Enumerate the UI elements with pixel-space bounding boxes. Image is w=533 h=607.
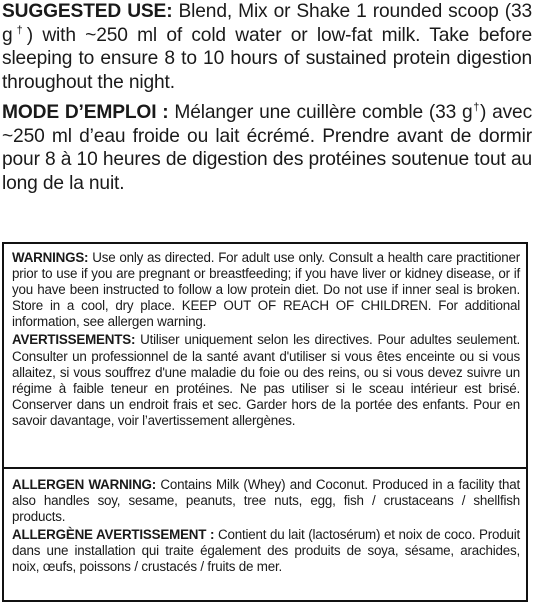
suggested-use-section	[2, 0, 532, 195]
allergene-avertissement-heading: ALLERGÈNE AVERTISSEMENT :	[12, 527, 215, 543]
warnings-en	[12, 250, 520, 330]
avertissements-fr	[12, 332, 520, 429]
mode-emploi-text-2: ) avec ~250 ml d’eau froide ou lait écrémé. Prendre avant de dormir pour 8 à 10 heures de digestion des protéines soutenue tout au long de la nuit.	[2, 102, 533, 194]
allergen-warning-text: Contains Milk (Whey) and Coconut. Produced in a facility that also handles soy, sesame, peanuts, tree nuts, egg, fish / crustaceans / shellfish products.	[12, 477, 520, 525]
avertissements-text: Utiliser uniquement selon les directives. Pour adultes seulement. Consulter un professionnel de la santé avant d'utiliser si vous êtes enceinte ou si vous allaitez, si vous souffrez d'une maladie du foie ou des reins, ou si vous devez suivre un régime à faible teneur en protéines. Ne pas utiliser si le sceau intérieur est brisé. Conserver dans un endroit frais et sec. Garder hors de la portée des enfants. Pour en savoir davantage, voir l’avertissement allergènes.	[12, 332, 520, 428]
allergen-warning-en	[12, 477, 520, 525]
suggested-use-text-2: ) with ~250 ml of cold water or low-fat milk. Take before sleeping to ensure 8 to 10 hours of sustained protein digestion throughout the night.	[2, 24, 533, 93]
allergen-warning-heading: ALLERGEN WARNING:	[12, 477, 157, 492]
mode-emploi-text-1: Mélanger une cuillère comble (33 g	[168, 102, 473, 123]
warnings-text: Use only as directed. For adult use only. Consult a health care practitioner prior to use if you are pregnant or breastfeeding; if you have liver or kidney disease, or if you have been instructed to follow a low protein diet. Do not use if inner seal is broken. Store in a cool, dry place. KEEP OUT OF REACH OF CHILDREN. For additional information, see allergen warning.	[12, 250, 520, 330]
box-divider	[4, 467, 526, 469]
suggested-use-text-1: Blend, Mix or Shake 1 rounded scoop (33 g	[2, 1, 532, 46]
allergene-avertissement-text: Contient du lait (lactosérum) et noix de coco. Produit dans une installation qui traite également des produits de soya, sésame, arachides, noix, œufs, poissons / crustacés / fruits de mer.	[12, 527, 520, 575]
dagger-mark: †	[472, 101, 480, 114]
mode-emploi-fr	[2, 101, 532, 195]
warnings-section	[12, 250, 520, 429]
allergen-section	[12, 477, 520, 576]
dagger-mark: †	[12, 24, 27, 37]
suggested-use-heading: SUGGESTED USE:	[2, 1, 173, 22]
allergene-avertissement-fr	[12, 527, 520, 575]
suggested-use-en	[2, 0, 532, 94]
avertissements-heading: AVERTISSEMENTS:	[12, 332, 136, 348]
mode-emploi-heading: MODE D’EMPLOI :	[2, 102, 169, 123]
warnings-box	[2, 242, 528, 602]
warnings-heading: WARNINGS:	[12, 250, 89, 265]
